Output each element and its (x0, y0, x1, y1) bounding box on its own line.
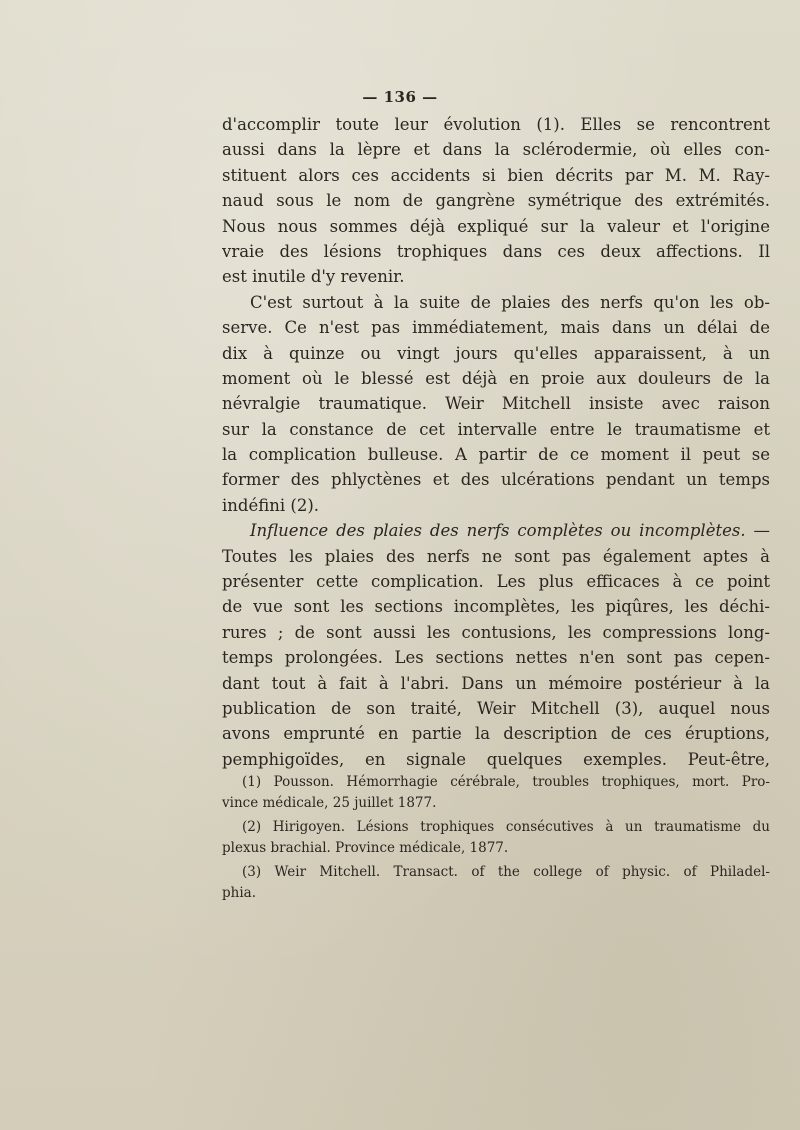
text-line: stituent alors ces accidents si bien décrits par M. M. Ray- (222, 165, 770, 185)
footnote-line: phia. (222, 884, 256, 901)
text-line: indéfini (2). (222, 495, 320, 515)
text-line: Toutes les plaies des nerfs ne sont pas également aptes à (222, 546, 770, 566)
text-line: Nous nous sommes déjà expliqué sur la valeur et l'origine (222, 216, 770, 236)
text-line: naud sous le nom de gangrène symétrique des extrémités. (222, 191, 770, 211)
text-line: dant tout à fait à l'abri. Dans un mémoire postérieur à la (222, 673, 770, 693)
text-line: est inutile d'y revenir. (222, 267, 405, 287)
text-line: serve. Ce n'est pas immédiatement, mais dans un délai de (222, 318, 770, 338)
text-line: aussi dans la lèpre et dans la sclérodermie, où elles con- (222, 140, 770, 160)
text-line: vraie des lésions trophiques dans ces deux affections. Il (222, 241, 770, 261)
text-line: former des phlyctènes et des ulcérations pendant un temps (222, 470, 770, 490)
footnote-line: (3) Weir Mitchell. Transact. of the college of physic. of Philadel- (242, 864, 770, 880)
text-line: sur la constance de cet intervalle entre le traumatisme et (222, 419, 770, 439)
footnotes (222, 772, 770, 903)
text-line: névralgie traumatique. Weir Mitchell insiste avec raison (222, 394, 770, 414)
footnote-line: plexus brachial. Province médicale, 1877. (222, 839, 509, 856)
text-line: C'est surtout à la suite de plaies des nerfs qu'on les ob- (250, 292, 770, 312)
section-heading: Influence des plaies des nerfs complètes ou incomplètes. — (250, 521, 770, 541)
text-line: dix à quinze ou vingt jours qu'elles apparaissent, à un (222, 343, 770, 363)
body-text (222, 112, 770, 772)
text-line: moment où le blessé est déjà en proie aux douleurs de la (222, 368, 770, 388)
text-line: d'accomplir toute leur évolution (1). Elles se rencontrent (222, 115, 770, 134)
footnote-line: (1) Pousson. Hémorrhagie cérébrale, troubles trophiques, mort. Pro- (242, 774, 770, 790)
text-line: de vue sont les sections incomplètes, les piqûres, les déchi- (222, 597, 770, 617)
text-line: la complication bulleuse. A partir de ce moment il peut se (222, 445, 770, 465)
footnote-line: vince médicale, 25 juillet 1877. (222, 794, 437, 811)
text-line: temps prolongées. Les sections nettes n'en sont pas cepen- (222, 648, 770, 668)
text-line: pemphigoïdes, en signale quelques exemples. Peut-être, (222, 749, 770, 769)
text-line: avons emprunté en partie la description de ces éruptions, (222, 724, 770, 744)
text-line: publication de son traité, Weir Mitchell (3), auquel nous (222, 698, 770, 718)
footnote-line: (2) Hirigoyen. Lésions trophiques consécutives à un traumatisme du (242, 819, 770, 835)
page-number: — 136 — (362, 88, 438, 106)
text-line: rures ; de sont aussi les contusions, les compressions long- (222, 622, 770, 642)
text-line: présenter cette complication. Les plus efficaces à ce point (222, 572, 770, 592)
